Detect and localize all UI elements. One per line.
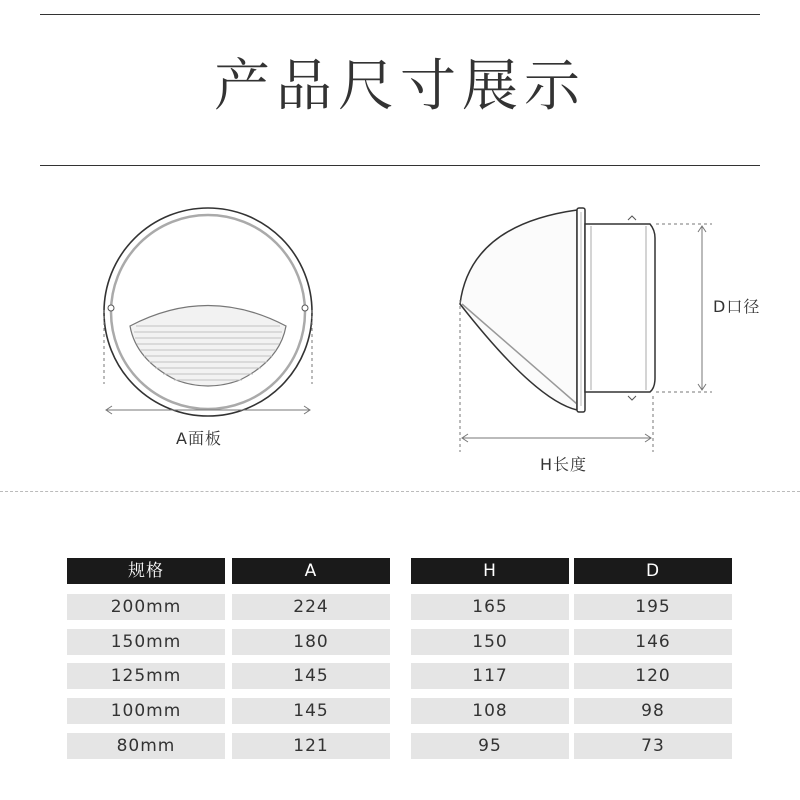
table-row-2-h: 117 — [411, 663, 569, 689]
table-row-0-h: 165 — [411, 594, 569, 620]
table-row-1-d: 146 — [574, 629, 732, 655]
table-row-2-d: 120 — [574, 663, 732, 689]
header-d: D — [574, 558, 732, 584]
side-view-diagram — [460, 208, 655, 412]
table-row-0-spec: 200mm — [67, 594, 225, 620]
table-row-3-a: 145 — [232, 698, 390, 724]
table-row-4-a: 121 — [232, 733, 390, 759]
front-view-screw-right — [302, 305, 308, 311]
header-h: H — [411, 558, 569, 584]
table-row-2-a: 145 — [232, 663, 390, 689]
table-row-4-d: 73 — [574, 733, 732, 759]
table-row-0-d: 195 — [574, 594, 732, 620]
front-view-screw-left — [108, 305, 114, 311]
table-row-0-a: 224 — [232, 594, 390, 620]
d-dimension-guide — [656, 224, 712, 392]
section-divider — [0, 491, 800, 492]
table-row-2-spec: 125mm — [67, 663, 225, 689]
h-length-label: H长度 — [540, 455, 588, 474]
page-title: 产品尺寸展示 — [214, 54, 586, 119]
a-panel-label: A面板 — [176, 429, 222, 448]
table-row-3-spec: 100mm — [67, 698, 225, 724]
table-row-1-spec: 150mm — [67, 629, 225, 655]
table-row-3-h: 108 — [411, 698, 569, 724]
table-row-1-a: 180 — [232, 629, 390, 655]
d-diameter-label: D口径 — [713, 297, 761, 316]
table-row-3-d: 98 — [574, 698, 732, 724]
header-spec: 规格 — [67, 558, 225, 584]
table-row-4-h: 95 — [411, 733, 569, 759]
table-row-1-h: 150 — [411, 629, 569, 655]
table-row-4-spec: 80mm — [67, 733, 225, 759]
front-view-louvre — [130, 306, 286, 387]
header-a: A — [232, 558, 390, 584]
